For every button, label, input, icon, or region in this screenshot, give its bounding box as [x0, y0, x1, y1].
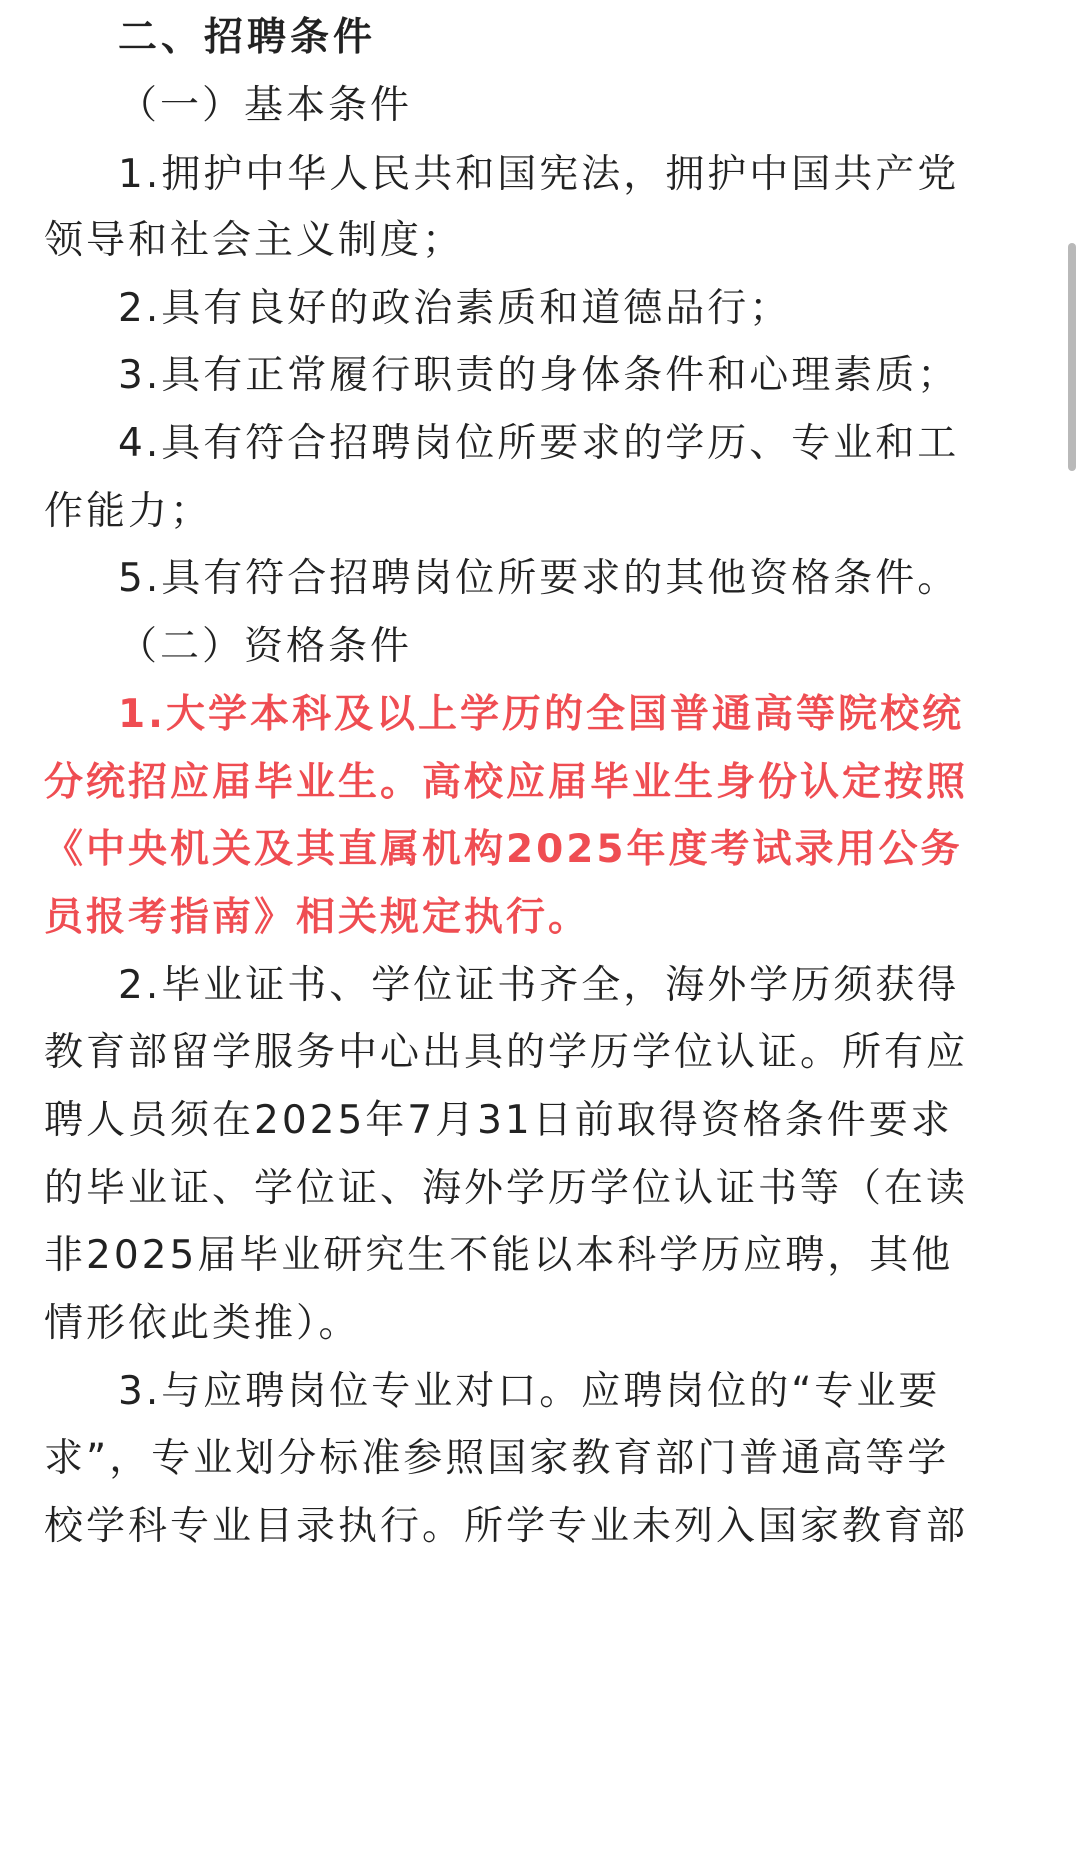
qualification-3-line-3: 校学科专业目录执行。所学专业未列入国家教育部 — [44, 1504, 969, 1549]
basic-condition-2: 2.具有良好的政治素质和道德品行； — [118, 286, 792, 331]
qualification-3-line-2: 求”，专业划分标准参照国家教育部门普通高等学 — [44, 1436, 950, 1481]
basic-condition-4-line-1: 4.具有符合招聘岗位所要求的学历、专业和工 — [118, 421, 960, 466]
qualification-1-line-4: 员报考指南》相关规定执行。 — [44, 895, 591, 940]
qualification-2-line-5: 非2025届毕业研究生不能以本科学历应聘，其他 — [44, 1233, 954, 1278]
subsection-title-basic: （一）基本条件 — [118, 83, 413, 128]
basic-condition-3: 3.具有正常履行职责的身体条件和心理素质； — [118, 353, 960, 398]
qualification-1-line-1: 1.大学本科及以上学历的全国普通高等院校统 — [118, 692, 964, 737]
qualification-1-line-3: 《中央机关及其直属机构2025年度考试录用公务 — [44, 827, 963, 872]
basic-condition-4-line-2: 作能力； — [44, 489, 213, 534]
section-heading: 二、招聘条件 — [118, 15, 377, 60]
basic-condition-5: 5.具有符合招聘岗位所要求的其他资格条件。 — [118, 556, 960, 601]
qualification-2-line-4: 的毕业证、学位证、海外学历学位认证书等（在读 — [44, 1166, 969, 1211]
qualification-1-line-2: 分统招应届毕业生。高校应届毕业生身份认定按照 — [44, 760, 969, 805]
basic-condition-1-line-2: 领导和社会主义制度； — [44, 218, 465, 263]
qualification-2-line-6: 情形依此类推）。 — [44, 1301, 361, 1346]
qualification-3-line-1: 3.与应聘岗位专业对口。应聘岗位的“专业要 — [118, 1369, 941, 1414]
subsection-title-qualification: （二）资格条件 — [118, 624, 413, 669]
qualification-2-line-3: 聘人员须在2025年7月31日前取得资格条件要求 — [44, 1098, 953, 1143]
qualification-2-line-1: 2.毕业证书、学位证书齐全，海外学历须获得 — [118, 963, 960, 1008]
qualification-2-line-2: 教育部留学服务中心出具的学历学位认证。所有应 — [44, 1030, 969, 1075]
basic-condition-1-line-1: 1.拥护中华人民共和国宪法，拥护中国共产党 — [118, 152, 960, 197]
vertical-scrollbar[interactable] — [1068, 243, 1076, 471]
